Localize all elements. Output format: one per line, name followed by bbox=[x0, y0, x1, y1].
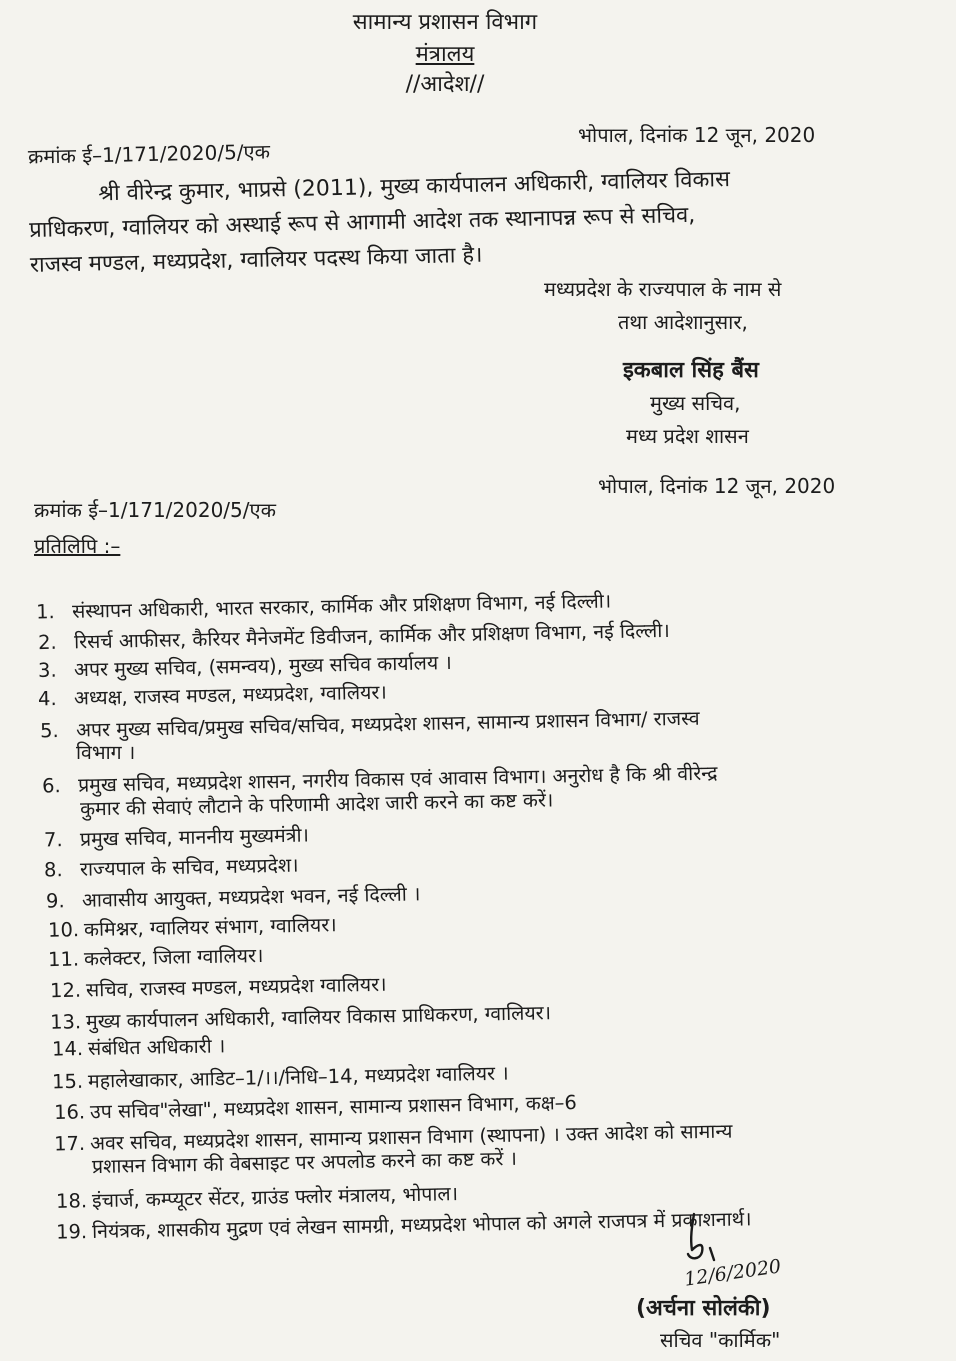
list-item-text: अपर मुख्य सचिव/प्रमुख सचिव/सचिव, मध्यप्रदेश शासन, सामान्य प्रशासन विभाग/ राजस्व bbox=[75, 706, 700, 742]
list-item bbox=[52, 1031, 226, 1061]
department-title: सामान्य प्रशासन विभाग bbox=[352, 10, 538, 35]
list-item-number: 11. bbox=[47, 947, 80, 972]
order-date: भोपाल, दिनांक 12 जून, 2020 bbox=[578, 123, 816, 147]
signatory-name: इकबाल सिंह बैंस bbox=[623, 358, 759, 383]
handwritten-signature bbox=[676, 1208, 736, 1268]
list-item-text: सचिव, राजस्व मण्डल, मध्यप्रदेश ग्वालियर। bbox=[85, 972, 387, 1002]
copy-date: भोपाल, दिनांक 12 जून, 2020 bbox=[598, 474, 836, 498]
list-item bbox=[40, 704, 700, 744]
list-item-number: 9. bbox=[45, 889, 65, 913]
list-item-text: संबंधित अधिकारी । bbox=[87, 1034, 226, 1060]
order-number: क्रमांक ई–1/171/2020/5/एक bbox=[27, 139, 271, 169]
list-item-text: कलेक्टर, जिला ग्वालियर। bbox=[83, 943, 264, 971]
list-item-number: 19. bbox=[55, 1220, 88, 1244]
list-item-text: संस्थापन अधिकारी, भारत सरकार, कार्मिक और प्रशिक्षण विभाग, नई दिल्ली। bbox=[71, 589, 612, 623]
list-item-text: महालेखाकार, आडिट–1/।।/निधि–14, मध्यप्रदेश ग्वालियर । bbox=[87, 1061, 509, 1093]
closing-line-1: मध्यप्रदेश के राज्यपाल के नाम से bbox=[544, 277, 782, 301]
list-item bbox=[50, 970, 387, 1003]
list-item bbox=[52, 1059, 509, 1095]
list-item bbox=[44, 820, 309, 852]
list-item-number: 17. bbox=[53, 1131, 86, 1156]
order-body-line: श्री वीरेन्द्र कुमार, भाप्रसे (2011), मुख्य कार्यपालन अधिकारी, ग्वालियर विकास bbox=[98, 167, 731, 207]
copy-signatory-name: (अर्चना सोलंकी) bbox=[636, 1296, 771, 1321]
order-heading: //आदेश// bbox=[405, 72, 485, 97]
list-item-text: उप सचिव"लेखा", मध्यप्रदेश शासन, सामान्य प्रशासन विभाग, कक्ष–6 bbox=[89, 1090, 578, 1124]
list-item-number: 14. bbox=[51, 1037, 84, 1061]
order-body bbox=[28, 162, 732, 283]
list-item-number: 4. bbox=[37, 686, 57, 711]
list-item bbox=[46, 879, 421, 913]
list-item bbox=[48, 941, 264, 972]
signatory-office: मध्य प्रदेश शासन bbox=[626, 424, 749, 448]
list-item bbox=[48, 910, 337, 943]
list-item-number: 8. bbox=[43, 858, 63, 882]
list-item bbox=[54, 1088, 577, 1125]
list-item-number: 3. bbox=[37, 658, 57, 682]
ministry-title: मंत्रालय bbox=[415, 42, 475, 67]
list-item-text: प्रमुख सचिव, मध्यप्रदेश शासन, नगरीय विकास एवं आवास विभाग। अनुरोध है कि श्री वीरेन्द्र bbox=[77, 761, 718, 797]
copy-heading: प्रतिलिपि :– bbox=[34, 534, 121, 558]
list-item-continuation: विभाग । bbox=[76, 741, 136, 764]
list-item-number: 7. bbox=[43, 828, 63, 852]
list-item-continuation: प्रशासन विभाग की वेबसाइट पर अपलोड करने का कष्ट करें । bbox=[91, 1146, 518, 1179]
list-item-text: अपर मुख्य सचिव, (समन्वय), मुख्य सचिव कार्यालय । bbox=[73, 651, 452, 682]
list-item bbox=[50, 998, 551, 1035]
list-item-number: 1. bbox=[35, 600, 55, 624]
list-item-text: अध्यक्ष, राजस्व मण्डल, मध्यप्रदेश, ग्वालियर। bbox=[73, 680, 387, 710]
list-item-text: राज्यपाल के सचिव, मध्यप्रदेश। bbox=[79, 853, 299, 881]
list-item-number: 6. bbox=[41, 774, 61, 798]
list-item-text: मुख्य कार्यपालन अधिकारी, ग्वालियर विकास प्राधिकरण, ग्वालियर। bbox=[85, 1001, 552, 1034]
copy-signatory-title: सचिव "कार्मिक" bbox=[660, 1328, 781, 1352]
order-body-line: राजस्व मण्डल, मध्यप्रदेश, ग्वालियर पदस्थ किया जाता है। bbox=[29, 242, 483, 278]
signature-date: 12/6/2020 bbox=[682, 1255, 783, 1291]
list-item-text: कमिश्नर, ग्वालियर संभाग, ग्वालियर। bbox=[83, 913, 337, 942]
signatory-title: मुख्य सचिव, bbox=[650, 391, 741, 415]
list-item-number: 13. bbox=[49, 1010, 82, 1034]
list-item-number: 12. bbox=[49, 978, 82, 1003]
list-item-number: 5. bbox=[39, 718, 59, 743]
list-item-text: इंचार्ज, कम्प्यूटर सेंटर, ग्राउंड फ्लोर मंत्रालय, भोपाल। bbox=[91, 1182, 459, 1213]
list-item-text: नियंत्रक, शासकीय मुद्रण एवं लेखन सामग्री, मध्यप्रदेश भोपाल को अगले राजपत्र में प्रकाशनार्थ। bbox=[91, 1207, 752, 1243]
list-item-text: आवासीय आयुक्त, मध्यप्रदेश भवन, नई दिल्ली । bbox=[81, 882, 421, 912]
list-item-number: 18. bbox=[55, 1189, 88, 1213]
list-item-text: अवर सचिव, मध्यप्रदेश शासन, सामान्य प्रशासन विभाग (स्थापना) । उक्त आदेश को सामान्य bbox=[89, 1119, 733, 1155]
list-item-number: 2. bbox=[37, 630, 57, 655]
list-item bbox=[44, 851, 299, 883]
list-item-number: 16. bbox=[53, 1100, 86, 1125]
list-item-continuation: कुमार की सेवाएं लौटाने के परिणामी आदेश जारी करने का कष्ट करें। bbox=[79, 788, 554, 821]
list-item-number: 15. bbox=[51, 1069, 84, 1094]
copy-number: क्रमांक ई–1/171/2020/5/एक bbox=[34, 498, 276, 522]
list-item bbox=[38, 678, 387, 712]
list-item-number: 10. bbox=[47, 918, 80, 942]
list-item-text: रिसर्च आफीसर, कैरियर मैनेजमेंट डिवीजन, कार्मिक और प्रशिक्षण विभाग, नई दिल्ली। bbox=[73, 618, 670, 654]
closing-line-2: तथा आदेशानुसार, bbox=[618, 310, 748, 334]
order-body-line: प्राधिकरण, ग्वालियर को अस्थाई रूप से आगामी आदेश तक स्थानापन्न रूप से सचिव, bbox=[28, 202, 696, 243]
list-item bbox=[56, 1179, 458, 1214]
list-item-text: प्रमुख सचिव, माननीय मुख्यमंत्री। bbox=[79, 823, 310, 851]
